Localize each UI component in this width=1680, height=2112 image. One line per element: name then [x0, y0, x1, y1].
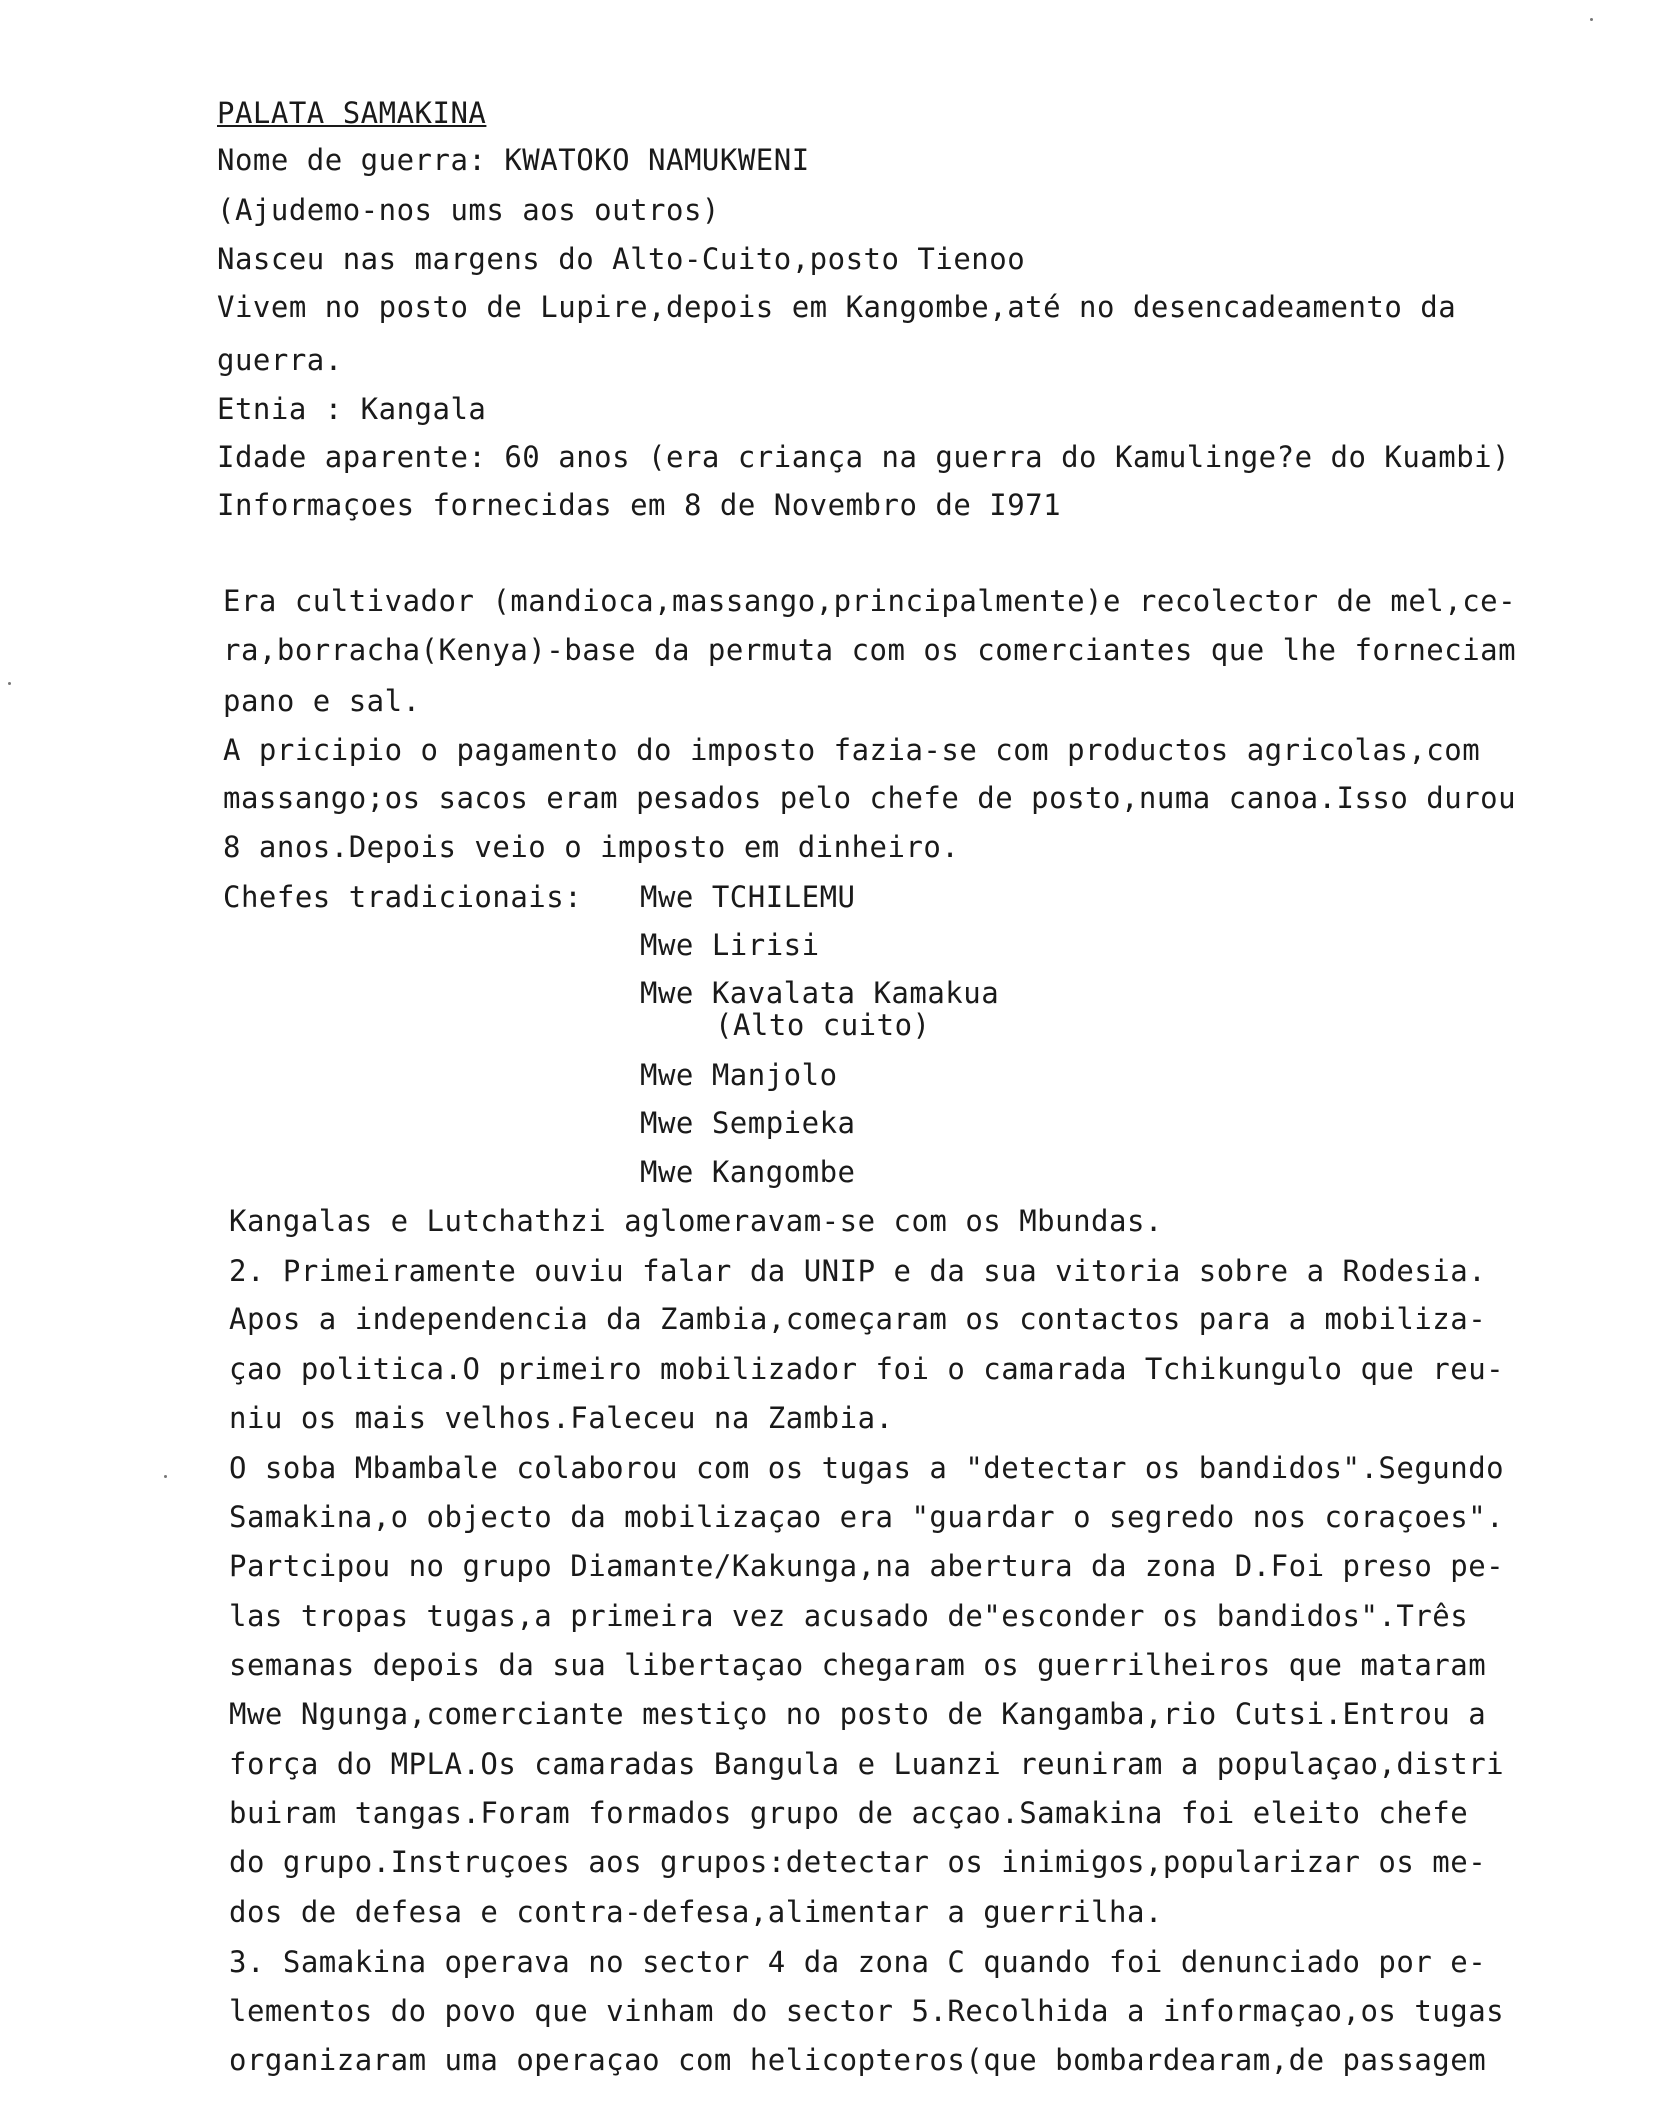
chief-item: Mwe Manjolo — [640, 1058, 838, 1092]
body-line-5: massango;os sacos eram pesados pelo chefe de posto,numa canoa.Isso durou — [223, 781, 1517, 815]
section2-line-2: Apos a independencia da Zambia,começaram os contactos para a mobiliza- — [229, 1302, 1487, 1336]
section2-line-7: Partcipou no grupo Diamante/Kakunga,na abertura da zona D.Foi preso pe- — [229, 1549, 1505, 1583]
section2-line-8: las tropas tugas,a primeira vez acusado de"esconder os bandidos".Três — [229, 1599, 1469, 1633]
body-line-2: ra,borracha(Kenya)-base da permuta com os comerciantes que lhe forneciam — [223, 633, 1517, 667]
paper-speck — [1590, 18, 1593, 21]
body-line-3: pano e sal. — [223, 684, 421, 718]
war-name-translation: (Ajudemo-nos ums aos outros) — [217, 193, 720, 227]
body-line-4: A pricipio o pagamento do imposto fazia-se com productos agricolas,com — [223, 733, 1481, 767]
chief-item: Mwe Lirisi — [640, 928, 820, 962]
body-line-1: Era cultivador (mandioca,massango,principalmente)e recolector de mel,ce- — [223, 584, 1517, 618]
section2-line-9: semanas depois da sua libertaçao chegaram os guerrilheiros que mataram — [229, 1648, 1487, 1682]
section2-line-4: niu os mais velhos.Faleceu na Zambia. — [229, 1401, 894, 1435]
info-date-line: Informaçoes fornecidas em 8 de Novembro de I971 — [217, 488, 1062, 522]
section2-line-10: Mwe Ngunga,comerciante mestiço no posto de Kangamba,rio Cutsi.Entrou a — [229, 1697, 1487, 1731]
section2-line-5: O soba Mbambale colaborou com os tugas a "detectar os bandidos".Segundo — [229, 1451, 1505, 1485]
ethnicity-line: Etnia : Kangala — [217, 392, 487, 426]
body-line-7: Kangalas e Lutchathzi aglomeravam-se com os Mbundas. — [229, 1204, 1163, 1238]
chief-item: Mwe Kangombe — [640, 1155, 856, 1189]
war-name-line: Nome de guerra: KWATOKO NAMUKWENI — [217, 143, 810, 177]
age-line: Idade aparente: 60 anos (era criança na guerra do Kamulinge?e do Kuambi) — [217, 440, 1511, 474]
chief-item: Mwe Kavalata Kamakua — [640, 976, 1000, 1010]
section3-line-2: lementos do povo que vinham do sector 5.Recolhida a informaçao,os tugas — [229, 1994, 1505, 2028]
document-title: PALATA SAMAKINA — [217, 96, 487, 130]
body-line-6: 8 anos.Depois veio o imposto em dinheiro. — [223, 830, 960, 864]
section2-line-14: dos de defesa e contra-defesa,alimentar a guerrilha. — [229, 1895, 1163, 1929]
birthplace-line: Nasceu nas margens do Alto-Cuito,posto Tienoo — [217, 242, 1026, 276]
residence-line: Vivem no posto de Lupire,depois em Kangombe,até no desencadeamento da — [217, 290, 1457, 324]
residence-line-cont: guerra. — [217, 343, 343, 377]
chief-item: Mwe Sempieka — [640, 1106, 856, 1140]
section2-line-3: çao politica.O primeiro mobilizador foi o camarada Tchikungulo que reu- — [229, 1352, 1505, 1386]
section2-line-12: buiram tangas.Foram formados grupo de acçao.Samakina foi eleito chefe — [229, 1796, 1469, 1830]
paper-speck — [164, 1475, 167, 1478]
section2-line-11: força do MPLA.Os camaradas Bangula e Luanzi reuniram a populaçao,distri — [229, 1747, 1505, 1781]
paper-speck — [8, 682, 11, 685]
section2-line-1: 2. Primeiramente ouviu falar da UNIP e da sua vitoria sobre a Rodesia. — [229, 1254, 1487, 1288]
section3-line-3: organizaram uma operaçao com helicopteros(que bombardearam,de passagem — [229, 2043, 1487, 2077]
section2-line-13: do grupo.Instruçoes aos grupos:detectar os inimigos,popularizar os me- — [229, 1845, 1487, 1879]
chief-item: Mwe TCHILEMU — [640, 880, 856, 914]
section2-line-6: Samakina,o objecto da mobilizaçao era "guardar o segredo nos coraçoes". — [229, 1500, 1505, 1534]
chief-item-note: (Alto cuito) — [715, 1008, 931, 1042]
section3-line-1: 3. Samakina operava no sector 4 da zona C quando foi denunciado por e- — [229, 1945, 1487, 1979]
chiefs-label: Chefes tradicionais: — [223, 880, 583, 914]
